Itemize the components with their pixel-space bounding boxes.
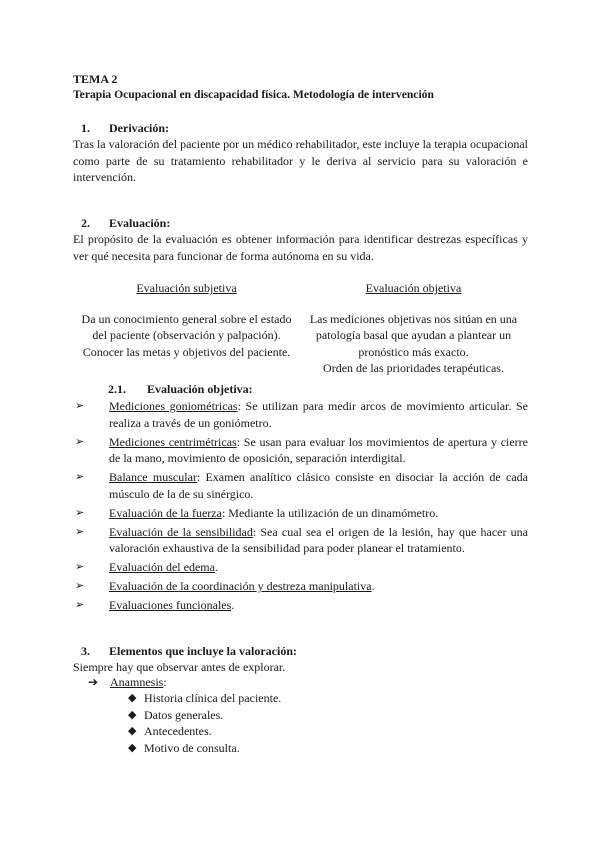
anamnesis-colon: : [163, 675, 167, 689]
anamnesis-item-text: Historia clínica del paciente. [144, 691, 282, 705]
section-2-text: El propósito de la evaluación es obtener información para identificar destrezas específicas y ver qué necesita para funcionar de forma autónoma en su vida. [73, 232, 528, 263]
evaluation-list-item [75, 559, 528, 576]
evaluation-list-item [75, 434, 528, 467]
evaluation-list-item [75, 524, 528, 557]
arrowhead-bullet-icon: ➢ [75, 524, 85, 538]
evaluation-description: . [371, 579, 375, 593]
section-1-text: Tras la valoración del paciente por un médico rehabilitador, este incluye la terapia ocupacional como parte de su tratamiento rehabilitador y le deriva al servicio para su valoración e intervención. [73, 137, 528, 184]
evaluation-term: Balance muscular [109, 470, 197, 484]
arrowhead-bullet-icon: ➢ [75, 505, 85, 519]
evaluation-description: : Sea cual sea el origen de la lesión, hay que hacer una valoración exhaustiva de la sensibilidad para poder planear el tratamiento. [109, 524, 528, 555]
section-2-heading [81, 215, 170, 232]
subjective-heading: Evaluación subjetiva [136, 281, 237, 295]
arrowhead-bullet-icon: ➢ [75, 560, 85, 573]
diamond-bullet-icon: ◆ [128, 724, 137, 737]
arrowhead-bullet-icon: ➢ [75, 470, 85, 483]
section-1-title: Derivación: [109, 121, 169, 135]
subsection-2-1-number: 2.1. [108, 382, 126, 396]
evaluation-term: Evaluación de la coordinación y destreza manipulativa [109, 579, 372, 593]
section-3-intro: Siempre hay que observar antes de explorar. [73, 660, 286, 674]
section-2-title: Evaluación: [109, 216, 171, 230]
evaluation-term: Evaluación del edema [109, 560, 215, 574]
evaluation-term: Mediciones goniométricas [109, 399, 238, 413]
evaluation-description: : Se utilizan para medir arcos de movimiento articular. Se realiza a través de un goniómetro. [109, 399, 528, 430]
evaluation-description: . [231, 598, 235, 612]
evaluation-term: Evaluación de la sensibilidad [109, 524, 253, 539]
section-1-number: 1. [81, 121, 90, 135]
section-2-number: 2. [81, 216, 90, 230]
topic-label: TEMA 2 [73, 72, 118, 86]
evaluation-term: Evaluación de la fuerza [109, 505, 222, 520]
evaluation-description: : Se usan para evaluar los movimientos de apertura y cierre de la mano, movimiento de oposición, separación interdigital. [109, 434, 528, 465]
evaluation-list-item [75, 469, 528, 502]
objective-column [300, 280, 527, 377]
anamnesis-list-item [128, 723, 281, 740]
arrowhead-bullet-icon: ➢ [75, 598, 85, 611]
right-arrow-icon: ➔ [88, 675, 99, 689]
section-3-title: Elementos que incluye la valoración: [109, 644, 297, 658]
evaluation-list-item [75, 505, 528, 522]
section-1-heading [81, 120, 169, 137]
diamond-bullet-icon: ◆ [128, 707, 137, 721]
evaluation-description: : Mediante la utilización de un dinamómetro. [221, 505, 439, 520]
objective-text: Las mediciones objetivas nos sitúan en una patología basal que ayudan a plantear un pronóstico más exacto. [309, 311, 518, 359]
document-title: Terapia Ocupacional en discapacidad física. Metodología de intervención [73, 88, 434, 101]
anamnesis-list [128, 690, 281, 756]
objective-evaluation-list [75, 398, 528, 616]
evaluation-description: : Examen analítico clásico consiste en disociar la acción de cada músculo de la de su sinérgico. [109, 470, 528, 501]
subjective-column [73, 280, 300, 360]
anamnesis-term: Anamnesis [110, 675, 164, 689]
evaluation-description: . [214, 560, 218, 574]
anamnesis-item-text: Datos generales. [144, 707, 224, 722]
arrowhead-bullet-icon: ➢ [75, 434, 85, 448]
arrowhead-bullet-icon: ➢ [75, 399, 85, 412]
diamond-bullet-icon: ◆ [128, 691, 137, 704]
arrowhead-bullet-icon: ➢ [75, 579, 85, 592]
objective-text-2: Orden de las prioridades terapéuticas. [323, 361, 504, 375]
anamnesis-list-item [128, 707, 281, 724]
evaluation-term: Mediciones centrimétricas [109, 434, 237, 449]
subsection-2-1-heading [108, 381, 253, 398]
evaluation-list-item [75, 398, 528, 431]
objective-heading: Evaluación objetiva [365, 281, 462, 295]
anamnesis-list-item [128, 690, 281, 707]
anamnesis-list-item [128, 740, 281, 757]
section-3-number: 3. [81, 644, 90, 658]
evaluation-term: Evaluaciones funcionales [109, 598, 232, 612]
anamnesis-item-text: Antecedentes. [144, 724, 212, 738]
subjective-text: Da un conocimiento general sobre el estado del paciente (observación y palpación). Conocer las metas y objetivos del paciente. [81, 311, 292, 359]
diamond-bullet-icon: ◆ [128, 740, 137, 754]
anamnesis-item-text: Motivo de consulta. [144, 740, 240, 755]
subsection-2-1-title: Evaluación objetiva: [147, 382, 253, 396]
section-3-heading [81, 643, 297, 660]
evaluation-list-item [75, 578, 528, 595]
anamnesis-line [88, 674, 167, 691]
evaluation-list-item [75, 597, 528, 614]
